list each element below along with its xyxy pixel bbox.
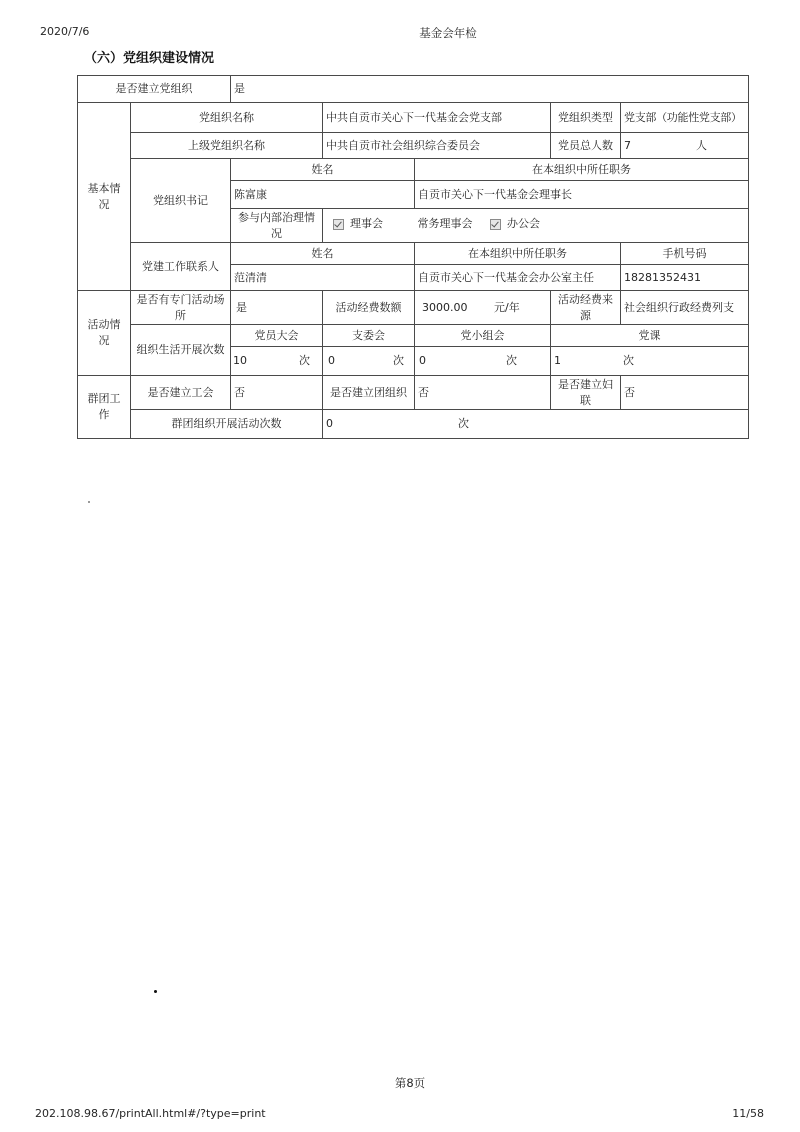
table-row [78, 291, 749, 325]
contact-name: 范清清 [231, 265, 415, 291]
checkbox-icon [333, 219, 344, 230]
mass-work-label: 群团工作 [78, 376, 131, 439]
funding-unit: 元/年 [494, 300, 520, 314]
checkbox-icon [401, 219, 412, 230]
basic-info-label: 基本情况 [78, 103, 131, 291]
women-value: 否 [621, 376, 749, 410]
table-row [78, 76, 749, 103]
secretary-name: 陈富康 [231, 181, 415, 209]
contact-position: 自贡市关心下一代基金会办公室主任 [415, 265, 621, 291]
member-count-label: 党员总人数 [551, 133, 621, 159]
session-header: 支委会 [323, 325, 415, 347]
scan-mark [154, 990, 157, 993]
funding-source-value: 社会组织行政经费列支 [621, 291, 749, 325]
union-value: 否 [231, 376, 323, 410]
table-row [78, 133, 749, 159]
member-count-number: 7 [624, 138, 631, 152]
funding-amount: 3000.00 [422, 300, 468, 314]
table-row [78, 159, 749, 181]
women-label: 是否建立妇联 [551, 376, 621, 410]
session-header: 党课 [551, 325, 749, 347]
checkbox-icon [490, 219, 501, 230]
union-label: 是否建立工会 [131, 376, 231, 410]
org-name-value: 中共自贡市关心下一代基金会党支部 [323, 103, 551, 133]
session-count: 10 次 [231, 347, 323, 376]
table-row [78, 376, 749, 410]
sessions-label: 组织生活开展次数 [131, 325, 231, 376]
org-type-label: 党组织类型 [551, 103, 621, 133]
org-type-value: 党支部（功能性党支部） [621, 103, 749, 133]
league-label: 是否建立团组织 [323, 376, 415, 410]
secretary-label: 党组织书记 [131, 159, 231, 243]
print-page-count: 11/58 [732, 1107, 764, 1120]
funding-value [415, 291, 551, 325]
parent-org-value: 中共自贡市社会组织综合委员会 [323, 133, 551, 159]
print-url: 202.108.98.67/printAll.html#/?type=print [35, 1107, 266, 1120]
governance-option-standing-board: 常务理事会 [401, 217, 473, 231]
session-header: 党员大会 [231, 325, 323, 347]
mass-activities-label: 群团组织开展活动次数 [131, 410, 323, 439]
secretary-position: 自贡市关心下一代基金会理事长 [415, 181, 749, 209]
venue-value: 是 [231, 291, 323, 325]
session-count: 1 次 [551, 347, 749, 376]
governance-option-office-meeting: 办公会 [490, 217, 540, 231]
contact-position-header: 在本组织中所任职务 [415, 243, 621, 265]
page-number: 第8页 [394, 1076, 426, 1090]
contact-phone: 18281352431 [621, 265, 749, 291]
mass-activities-count: 0 次 [323, 410, 749, 439]
table-row [78, 103, 749, 133]
scan-mark [88, 501, 90, 503]
league-value: 否 [415, 376, 551, 410]
document-title: 基金会年检 [419, 26, 477, 40]
session-count: 0 次 [415, 347, 551, 376]
session-count: 0 次 [323, 347, 415, 376]
contact-label: 党建工作联系人 [131, 243, 231, 291]
activity-label: 活动情况 [78, 291, 131, 376]
governance-label: 参与内部治理情况 [231, 209, 323, 243]
party-organization-table [77, 75, 749, 439]
funding-label: 活动经费数额 [323, 291, 415, 325]
contact-name-header: 姓名 [231, 243, 415, 265]
governance-options [323, 209, 749, 243]
established-label: 是否建立党组织 [78, 76, 231, 103]
contact-phone-header: 手机号码 [621, 243, 749, 265]
org-name-label: 党组织名称 [131, 103, 323, 133]
member-count-unit: 人 [696, 138, 707, 152]
venue-label: 是否有专门活动场所 [131, 291, 231, 325]
funding-source-label: 活动经费来源 [551, 291, 621, 325]
table-row [78, 410, 749, 439]
member-count-value [621, 133, 749, 159]
session-header: 党小组会 [415, 325, 551, 347]
section-title: （六）党组织建设情况 [84, 51, 215, 66]
secretary-name-header: 姓名 [231, 159, 415, 181]
governance-option-board: 理事会 [333, 217, 383, 231]
table-row [78, 325, 749, 347]
secretary-position-header: 在本组织中所任职务 [415, 159, 749, 181]
print-date: 2020/7/6 [40, 25, 90, 38]
table-row [78, 243, 749, 265]
established-value: 是 [231, 76, 749, 103]
parent-org-label: 上级党组织名称 [131, 133, 323, 159]
